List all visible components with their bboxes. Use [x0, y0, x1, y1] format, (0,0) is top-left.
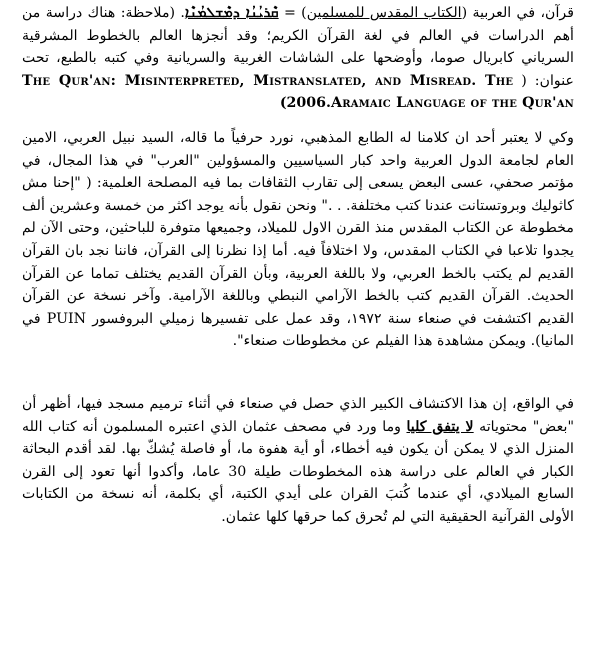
intro-note-text: . (ملاحظة: هناك دراسة من أهم الدراسات في العالم في لغة القرآن الكريم؛ وقد أنجزها العالم بالخطوط المشرقية السرياني كابريال صوما، وأوضحها على الشاشات الغربية والسريانية وفي كتبه بالطبع، تحت عنوان: (: [22, 5, 575, 89]
paragraph-intro: [22, 2, 574, 115]
intro-text-start: قرآن، في العربية (: [461, 5, 574, 21]
syriac-term: ܩܶܪܝܳܢܳܐ ܕܡܶܫܠܡܳܢܶܐ: [184, 5, 279, 21]
sanaa-text-rest: وما ورد في مصحف عثمان الذي اعتبره المسلمون أنه كتاب الله المنزل الذي لا يمكن أن يكون فيه أخطاء، أو أية هفوة ما، أو فاصلة يُشكّ بها. لقد أقدم البحاثة الكبار في العالم على دراسة هذه المخطوطات طيلة 30 عاما، وأكدوا أنها تعود إلى القرن السابع الميلادي، أي عندما كُتبَ القران على أيدي الكتبة، أي بكلمة، أنه نسخة من الكتابات الأولى القرآنية الحقيقية التي لم تُحرق كما حرقها كلها عثمان.: [22, 418, 574, 525]
bible-for-muslims-phrase: الكتاب المقدس للمسلمين: [306, 5, 462, 21]
sanaa-text-start: في الواقع، إن هذا الاكتشاف الكبير الذي حصل في صنعاء في أثناء ترميم مسجد فيها، أظهر أن "بعض" محتوياته: [22, 395, 574, 435]
book-year: (2006.: [274, 95, 331, 112]
paragraph-nabil-elaraby-quote: وكي لا يعتبر أحد ان كلامنا له الطابع المذهبي، نورد حرفياً ما قاله، السيد نبيل العربي، الامين العام لجامعة الدول العربية واحد كبار السياسيين والمسؤولين "العرب" في هذا المجال، في مؤتمر صحفي، عسى البعض يسعى إلى تقارب الثقافات بما فيه المصلحة العلمية: ( "إحنا مش كاثوليك وبروتستانت عندنا كتب مختلفة. . ." ونحن نقول بأنه يوجد اكثر من خمسة وعشرين ألف مخطوطة عن الكتاب المقدس منذ القرن الاول للميلاد، وجميعها متوفرة للباحثين، وحتى الآن لم يجدوا تلاعبا في الكتاب المقدس، ولا اختلافاً فيه. أما إذا نظرنا إلى القرآن، فاننا نجد بان القرآن القديم لم يكتب بالخط العربي، ولا باللغة العربية، وبأن القرآن القديم يختلف تماما عن القرآن الحديث. القرآن القديم كتب بالخط الآرامي النبطي وباللغة الآرامية. وآخر نسخة عن القرآن القديم اكتشفت في صنعاء سنة ١٩٧٢، وقد عمل على تفسيرها زميلي البروفسور PUIN في المانيا). ويمكن مشاهدة هذا الفيلم عن مخطوطات صنعاء".: [22, 129, 575, 350]
emphasis-not-fully-agree: لا يتفق كليا: [406, 418, 474, 435]
intro-equals: ) =: [278, 5, 307, 21]
english-book-title: The Qur'an: Misinterpreted, Mistranslated, and Misread. The Aramaic Language of the Qur'an: [22, 72, 574, 112]
paragraph-sanaa-discovery: [22, 393, 574, 529]
